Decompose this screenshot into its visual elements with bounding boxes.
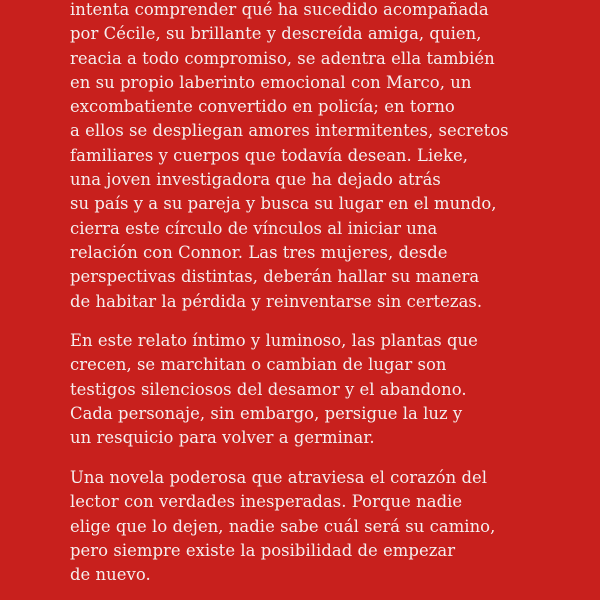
text-line: relación con Connor. Las tres mujeres, desde [70, 242, 448, 262]
text-line: Cada personaje, sin embargo, persigue la luz y [70, 403, 463, 423]
text-line: de habitar la pérdida y reinventarse sin certezas. [70, 291, 483, 311]
text-line: a ellos se despliegan amores intermitentes, secretos [70, 121, 509, 141]
text-line: pero siempre existe la posibilidad de empezar [70, 540, 456, 560]
text-line: su país y a su pareja y busca su lugar en el mundo, [70, 194, 497, 214]
text-line: por Cécile, su brillante y descreída amiga, quien, [70, 24, 482, 44]
text-line: familiares y cuerpos que todavía desean. Lieke, [70, 145, 468, 165]
text-line: En este relato íntimo y luminoso, las plantas que [70, 331, 478, 350]
synopsis-paragraph-1 [70, 0, 540, 314]
text-line: un resquicio para volver a germinar. [70, 428, 375, 448]
text-line: reacia a todo compromiso, se adentra ella también [70, 48, 495, 68]
text-line: elige que lo dejen, nadie sabe cuál será su camino, [70, 516, 496, 536]
text-line: Una novela poderosa que atraviesa el corazón del [70, 468, 488, 487]
text-line: en su propio laberinto emocional con Marco, un [70, 72, 472, 92]
text-line: crecen, se marchitan o cambian de lugar son [70, 355, 447, 375]
text-line: cierra este círculo de vínculos al iniciar una [70, 218, 438, 238]
text-line: intenta comprender qué ha sucedido acompañada [70, 0, 489, 19]
text-line: perspectivas distintas, deberán hallar su manera [70, 267, 480, 287]
synopsis-paragraph-3 [70, 466, 540, 587]
text-line: una joven investigadora que ha dejado atrás [70, 170, 441, 190]
text-line: lector con verdades inesperadas. Porque nadie [70, 492, 463, 512]
text-line: de nuevo. [70, 565, 151, 585]
text-line: testigos silenciosos del desamor y el abandono. [70, 379, 467, 399]
synopsis-paragraph-2 [70, 329, 540, 450]
text-line: excombatiente convertido en policía; en torno [70, 97, 455, 117]
